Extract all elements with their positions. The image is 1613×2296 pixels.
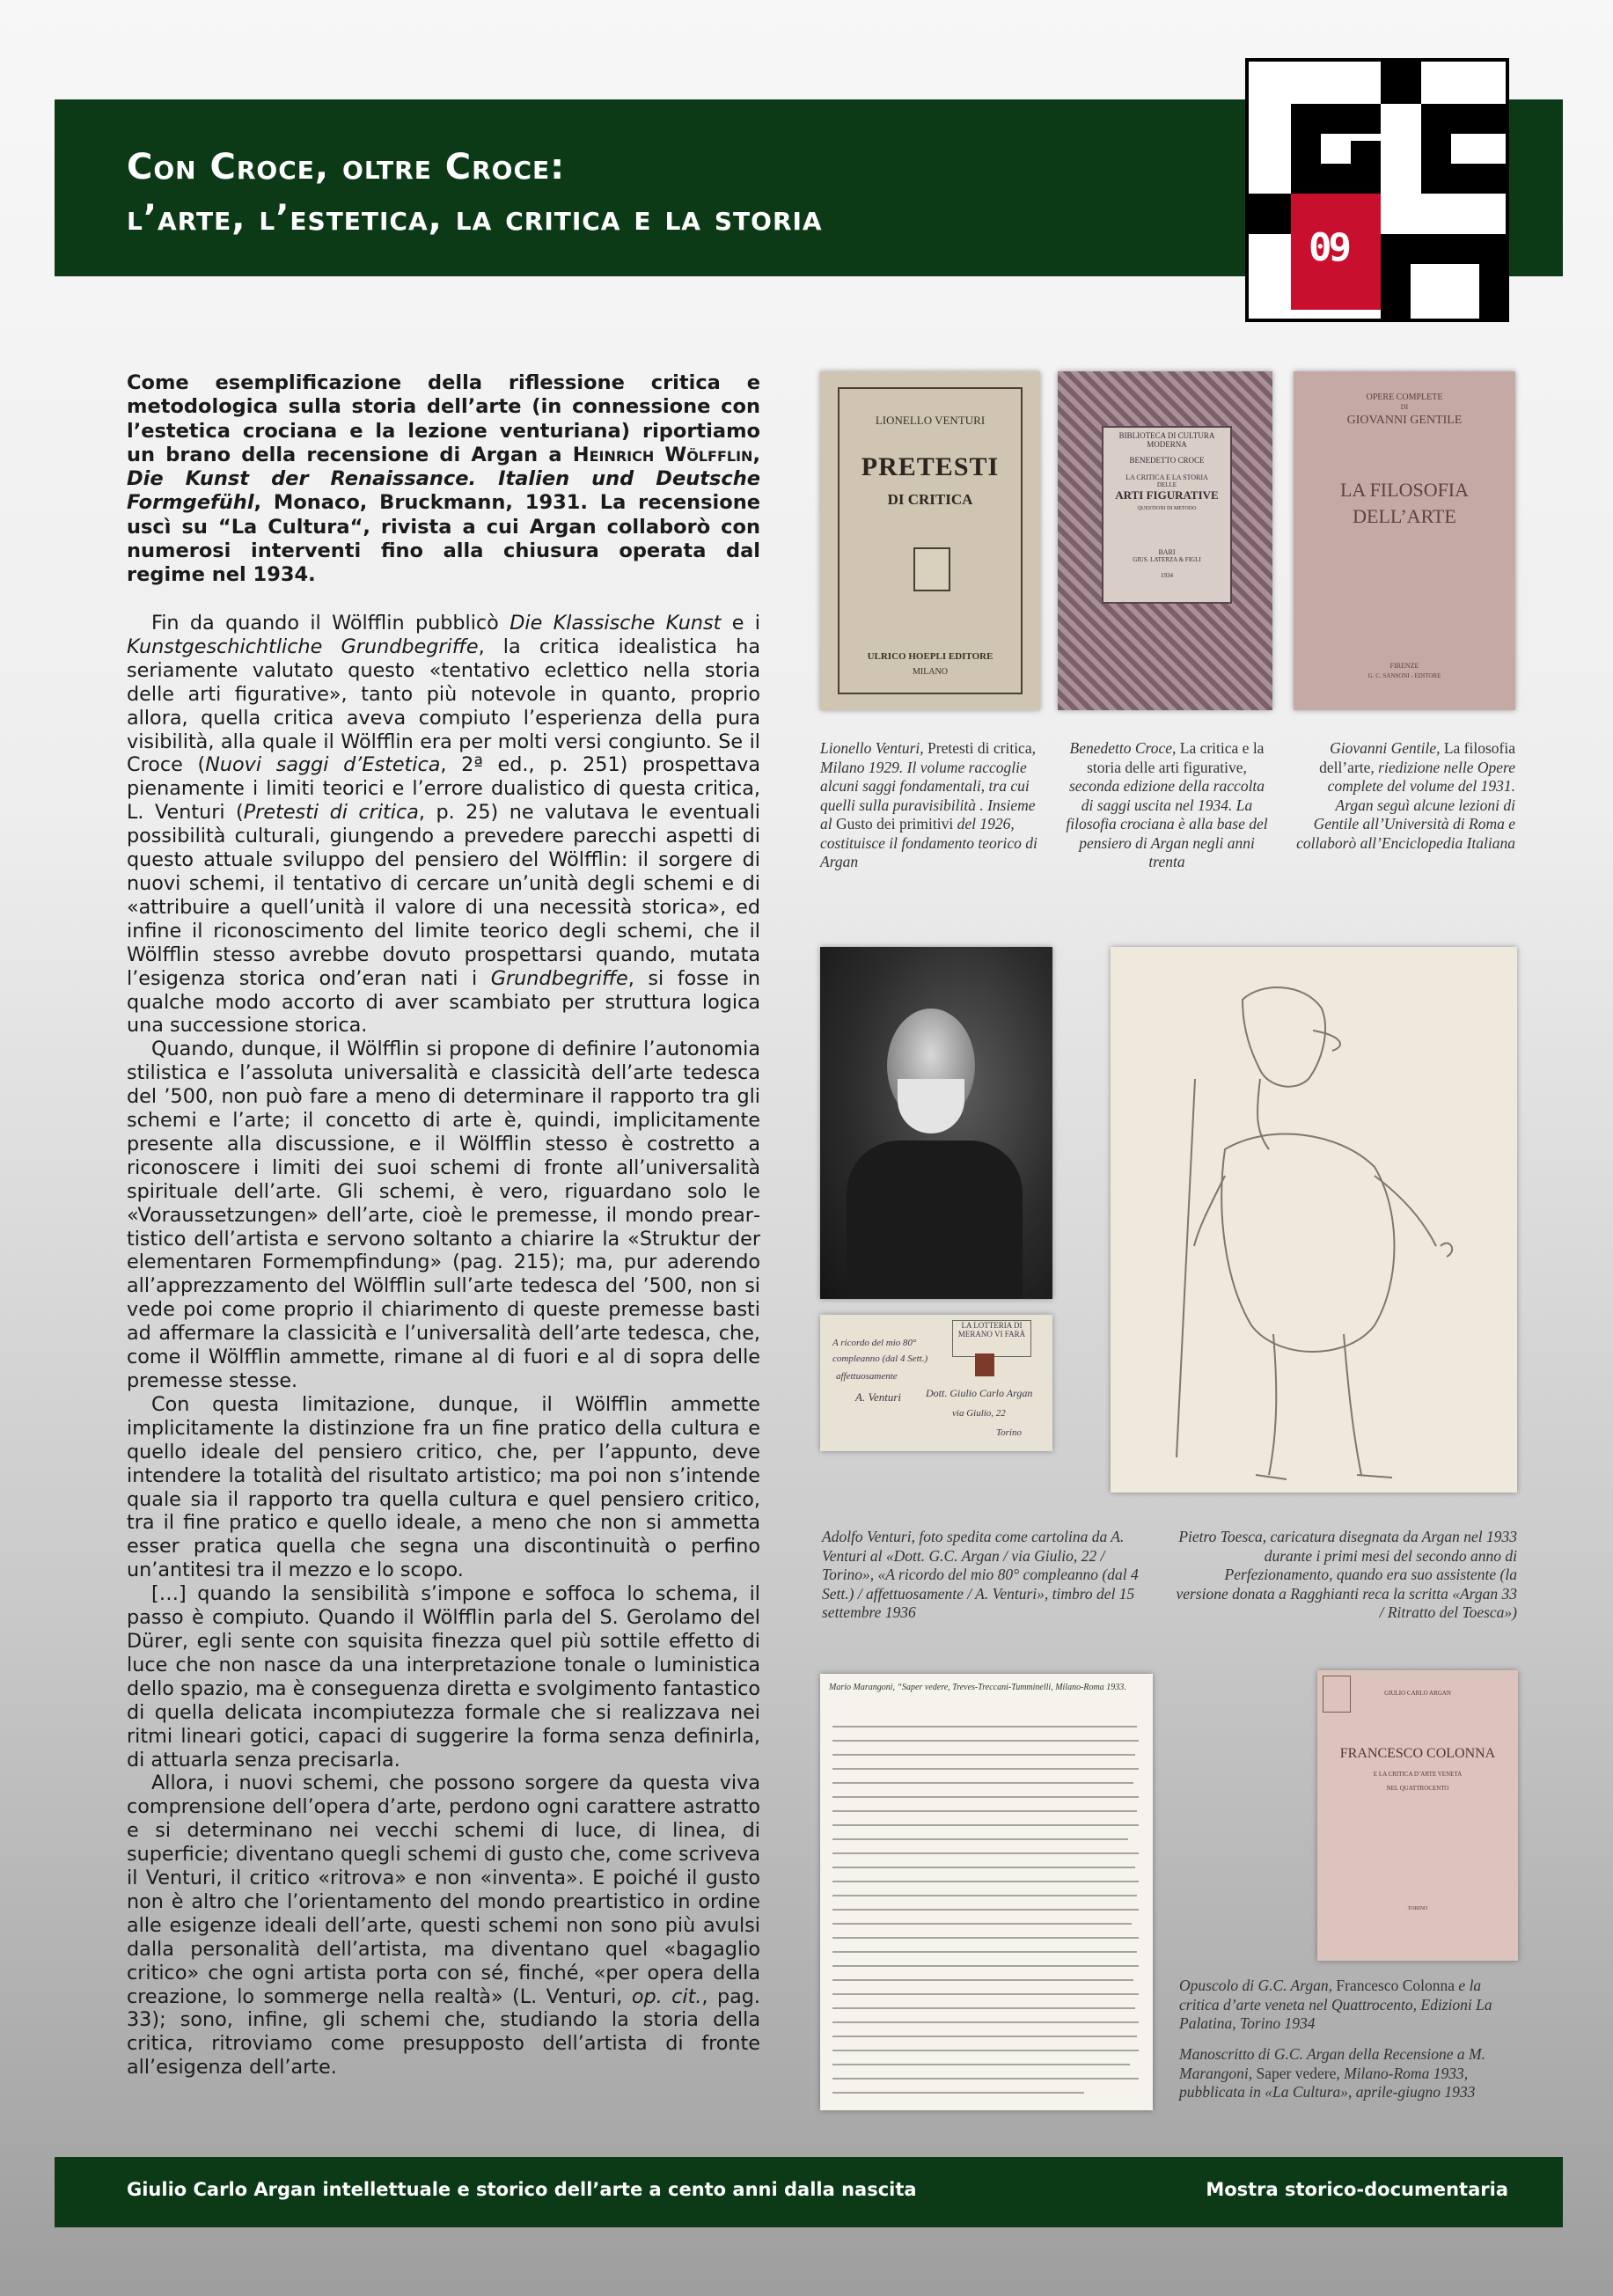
book-cover-pretesti-di-critica: LIONELLO VENTURI PRETESTI DI CRITICA ULRICO HOEPLI EDITORE MILANO	[820, 371, 1040, 710]
manuscript-page: Mario Marangoni, “Saper vedere, Treves-Treccani-Tumminelli, Milano-Roma 1933.	[820, 1674, 1153, 2110]
caption-manuscript: Manoscritto di G.C. Argan della Recensione a M. Marangoni, Saper vedere, Milano-Roma 1933, pubblicata in «La Cultura», aprile-giugno 1933	[1179, 2045, 1486, 2101]
footer-exhibition: Mostra storico-documentaria	[1206, 2179, 1508, 2200]
footer-title: Giulio Carlo Argan intellettuale e storico dell’arte a cento anni dalla nascita	[127, 2179, 917, 2200]
title-line-1: Con Croce, oltre Croce:	[127, 147, 566, 187]
caption-venturi-book: Lionello Venturi, Pretesti di critica, Milano 1929. Il volume raccoglie alcuni saggi fondamentali, tra cui quelli sulla puravisibilità . Insieme al Gusto dei primitivi del 1926, costituisce il fondamento teorico di Argan	[820, 739, 1037, 870]
caption-croce-book: Benedetto Croce, La critica e la storia delle arti figurative, seconda edizione della raccolta di saggi uscita nel 1934. La filosofia crociana è alla base del pensiero di Argan negli anni trenta	[1066, 739, 1268, 870]
book-cover-gentile-filosofia-arte: OPERE COMPLETE DI GIOVANNI GENTILE LA FILOSOFIA DELL’ARTE FIRENZE G. C. SANSONI - EDITORE	[1294, 371, 1515, 710]
essay-paragraph: Allora, i nuovi schemi, che possono sorgere da questa viva comprensione dell’opera d’arte, perdono ogni carattere astratto e si determinano nei vecchi schemi di luce, di linea, di superficie; diventano quegli schemi di gusto che, come scriveva il Venturi, il critico «ritrova» e non «inventa». E poiché il gusto non è altro che l’orientamento del mondo preartistico in ordine alle esigenze ideali dell’arte, questi schemi non sono più avulsi dalla personalità dell’artista, ma diventano quel «bagaglio critico» che ogni artista porta con sé, finché, «per opera della creazione, lo sommerge nella realtà» (L. Venturi, op. cit., pag. 33); sono, infine, gli schemi che, studiando la storia della critica, ritroviamo come presupposto dell’artista di fronte all’esigenza dell’arte.	[127, 1772, 760, 2080]
photo-adolfo-venturi	[820, 947, 1052, 1299]
essay-paragraph: […] quando la sensibilità s’impone e soffoca lo schema, il passo è compiuto. Quando il Wölfflin parla del S. Gerolamo del Dürer, egli sente con squisita finezza quel più sottile effetto di luce che non nasce da una interpretazione tonale o luministica dello spazio, ma è conseguenza diretta e svolgimento fantastico di quella delicata incompiutezza formale che si realizzava nei ritmi lineari gotici, capaci di suggerire la forma senza definirla, di attuarla senza precisarla.	[127, 1582, 760, 1772]
essay-paragraph: Quando, dunque, il Wölfflin si propone di definire l’autonomia stilistica e l’assoluta universalità e classicità dell’arte tedesca del ’500, non può fare a meno di determinare il rapporto tra gli schemi e l’arte; il concetto di arte è, quindi, implicitamente presente alla discussione, e il Wölfflin stesso è costretto a riconoscere i limiti dei suoi schemi di fronte all’universalità spirituale dell’arte. Gli schemi, è vero, riguardano solo le «Voraussetzungen» dell’arte, cioè le premesse, il mondo preartistico dell’artista e servono soltanto a chiarire la «Struktur der elementaren Formempfindung» (pag. 215); ma, pur aderendo all’apprezzamento del Wölfflin sull’arte tedesca del ’500, non si vede poi come proprio il chiarimento di queste premesse basti ad affermare la classicità e l’universalità dell’arte tedesca, che, come il Wölfflin ammette, rimane al di fuori e al di sopra delle premesse stesse.	[127, 1038, 760, 1392]
title-line-2: l’arte, l’estetica, la critica e la storia	[127, 198, 823, 238]
essay-text	[127, 612, 760, 2080]
caption-toesca-caricature: Pietro Toesca, caricatura disegnata da Argan nel 1933 durante i primi mesi del secondo anno di Perfezionamento, quando era suo assistente (la versione donata a Ragghianti reca la scritta «Argan 33 / Ritratto del Toesca»)	[1176, 1528, 1517, 1621]
caption-venturi-photo: Adolfo Venturi, foto spedita come cartolina da A. Venturi al «Dott. G.C. Argan / via Giulio, 22 / Torino», «A ricordo del mio 80° compleanno (dal 4 Sett.) / affettuosamente / A. Venturi», timbro del 15 settembre 1936	[822, 1528, 1139, 1621]
caricature-drawing	[1111, 947, 1517, 1493]
essay-paragraph: Con questa limitazione, dunque, il Wölfflin ammette implicitamente la distinzione fra un fine pratico della cultura e quello ideale del pensiero critico, che, per l’appunto, deve intendere la totalità del risultato artistico; ma poi non s’intende quale sia il rapporto tra quella cultura e quel pensiero critico, tra il fine pratico e quello ideale, a meno che non si ammetta esser pratica quella che segna una discontinuità o perfino un’antitesi tra il mezzo e lo scopo.	[127, 1392, 760, 1582]
book-cover-croce-critica-arti-figurative: BIBLIOTECA DI CULTURA MODERNA BENEDETTO CROCE LA CRITICA E LA STORIA DELLE ARTI FIGURATIVE QUESTIONI DI METODO BARI GIUS. LATERZA & FIGLI 1934	[1058, 371, 1272, 710]
logo-number: 09	[1309, 225, 1348, 270]
pamphlet-cover-francesco-colonna: GIULIO CARLO ARGAN FRANCESCO COLONNA E LA CRITICA D’ARTE VENETA NEL QUATTROCENTO TORINO	[1317, 1670, 1518, 1961]
caption-gentile-book: Giovanni Gentile, La filosofia dell’arte, riedizione nelle Opere complete del volume del 1931. Argan seguì alcune lezioni di Gentile all’Università di Roma e collaborò all’Enciclopedia Italiana	[1296, 739, 1515, 852]
logo-red-block	[1291, 194, 1381, 310]
caption-pamphlet: Opuscolo di G.C. Argan, Francesco Colonna e la critica d’arte veneta nel Quattrocento, Edizioni La Palatina, Torino 1934	[1179, 1977, 1492, 2032]
postcard-back: LA LOTTERIA DI MERANO VI FARÀ A ricordo del mio 80° compleanno (dal 4 Sett.) affettuosamente A. Venturi Dott. Giulio Carlo Argan via Giulio, 22 Torino	[820, 1315, 1052, 1451]
sketch-caricature-toesca	[1111, 947, 1517, 1493]
gca-logo	[1245, 58, 1509, 322]
essay-paragraph: Fin da quando il Wölfflin pubblicò Die Klassische Kunst e i Kunstgeschichtliche Grundbegriffe, la critica idealistica ha seriamente valutato questo «tentativo eclettico nella storia delle arti figurative», tanto più notevole in quanto, proprio allora, quella critica aveva compiuto l’esperienza della pura visibilità, alla quale il Wölfflin era per molti versi congiunto. Se il Croce (Nuovi saggi d’Estetica, 2ª ed., p. 251) prospettava pienamente i limiti teorici e l’errore dualistico di questa critica, L. Venturi (Pretesti di critica, p. 25) ne valutava le eventuali possibilità culturali, giungendo a prevedere parecchi aspetti di questo attuale sviluppo del pensiero del Wölfflin: il sorgere di nuovi schemi, il tentativo di cercare un’unità degli schemi e di «attribuire a quell’unità il valore di una necessità storica», ed infine il riconoscimento del limite teorico degli schemi, che il Wölfflin stesso avrebbe dovuto prospettarsi quando, mutata l’esigenza storica ond’eran nati i Grundbegriffe, si fosse in qualche modo accorto di aver scambiato per struttura logica una successione storica.	[127, 612, 761, 1038]
intro-paragraph: Come esemplificazione della riflessione critica e metodologica sulla storia dell’arte (in connessione con l’estetica crociana e la lezione venturiana) riportiamo un brano della recensione di Argan a Heinrich Wölfflin, Die Kunst der Renaissance. Italien und Deutsche Formgefühl, Monaco, Bruckmann, 1931. La recensione uscì su “La Cultura“, rivista a cui Argan collaborò con numerosi interventi fino alla chiusura operata dal regime nel 1934.	[127, 371, 760, 587]
handwriting-lines	[820, 1674, 1153, 2110]
footer-bar	[55, 2157, 1563, 2227]
